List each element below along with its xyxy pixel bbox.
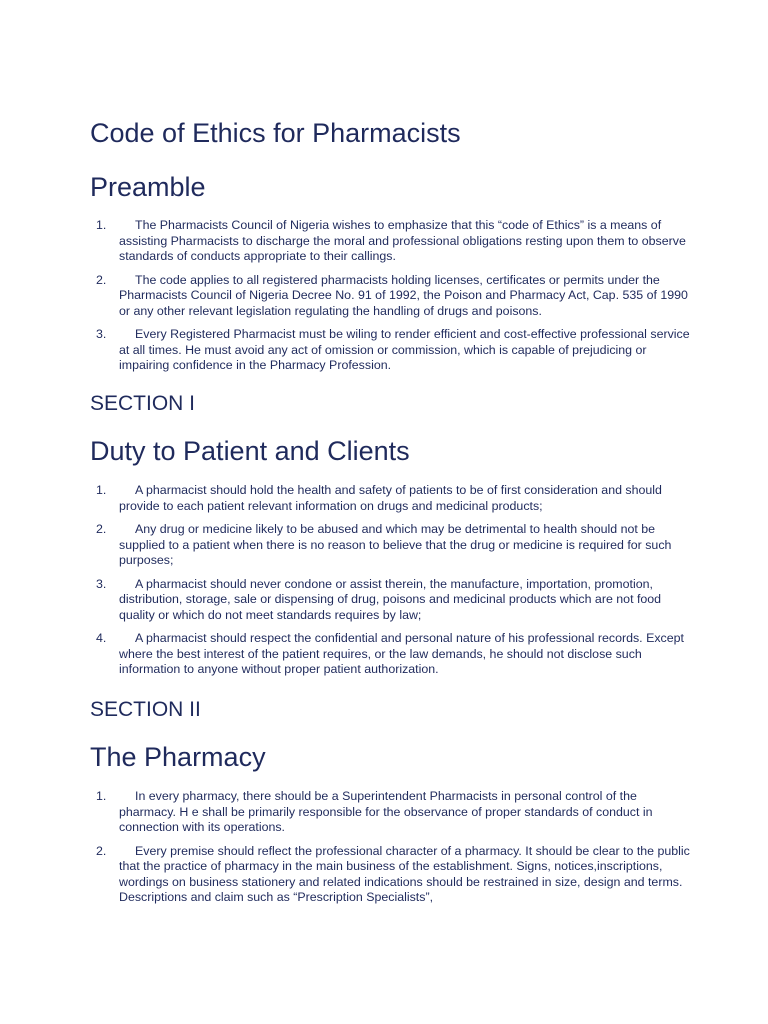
item-number: 2. (96, 843, 107, 858)
preamble-heading: Preamble (90, 172, 206, 202)
list-item (96, 522, 696, 569)
item-number: 1. (96, 789, 107, 803)
list-item (96, 483, 696, 514)
item-number: 1. (96, 483, 107, 497)
section-1-heading: Duty to Patient and Clients (90, 436, 410, 466)
list-item (96, 273, 696, 320)
list-item (96, 844, 696, 906)
item-number: 1. (96, 218, 107, 232)
item-text: Any drug or medicine likely to be abused and which may be detrimental to health should not be supplied to a patient when there is no reason to believe that the drug or medicine is required for such purposes; (119, 522, 672, 567)
document-title: Code of Ethics for Pharmacists (90, 118, 461, 148)
list-item (96, 631, 696, 678)
item-text: A pharmacist should hold the health and safety of patients to be of first consideration and should provide to each patient relevant information on drugs and medicinal products; (119, 483, 662, 513)
list-item (96, 789, 696, 836)
item-text: Every Registered Pharmacist must be wiling to render efficient and cost-effective professional service at all times. He must avoid any act of omission or commission, which is capable of prejudicing or impairing confidence in the Pharmacy Profession. (119, 327, 690, 372)
list-item (96, 327, 696, 374)
item-number: 2. (96, 272, 107, 287)
item-number: 3. (96, 327, 107, 341)
item-text: The code applies to all registered pharmacists holding licenses, certificates or permits under the Pharmacists Council of Nigeria Decree No. 91 of 1992, the Poison and Pharmacy Act, Cap. 535 of 1990 or any other relevant legislation regulating the handling of drugs and poisons. (119, 272, 688, 318)
preamble-list (96, 218, 696, 382)
section-1-label: SECTION I (90, 392, 196, 415)
item-text: A pharmacist should respect the confidential and personal nature of his professional records. Except where the best interest of the patient requires, or the law demands, he should not disclose such information to anyone without proper patient authorization. (119, 631, 684, 676)
list-item (96, 577, 696, 624)
item-text: A pharmacist should never condone or assist therein, the manufacture, importation, promotion, distribution, storage, sale or dispensing of drug, poisons and medicinal products which are not food quality or which do not meet standards requires by law; (119, 576, 662, 622)
item-text: Every premise should reflect the professional character of a pharmacy. It should be clear to the public that the practice of pharmacy in the main business of the establishment. Signs, notices,inscriptions, wordings on business stationery and related indications should be restrained in size, design and terms. Descriptions and claim such as “Prescription Specialists”, (119, 843, 690, 904)
item-number: 2. (96, 522, 107, 536)
section-2-list (96, 789, 696, 914)
item-text: The Pharmacists Council of Nigeria wishes to emphasize that this “code of Ethics” is a means of assisting Pharmacists to discharge the moral and professional obligations resting upon them to observe standards of conducts appropriate to their callings. (119, 218, 686, 263)
item-number: 3. (96, 576, 107, 591)
list-item (96, 218, 696, 265)
item-text: In every pharmacy, there should be a Superintendent Pharmacists in personal control of the pharmacy. H e shall be primarily responsible for the observance of proper standards of conduct in connection with its operations. (119, 789, 653, 834)
section-2-heading: The Pharmacy (90, 742, 266, 772)
item-number: 4. (96, 631, 107, 645)
section-1-list (96, 483, 696, 686)
section-2-label: SECTION II (90, 698, 201, 721)
